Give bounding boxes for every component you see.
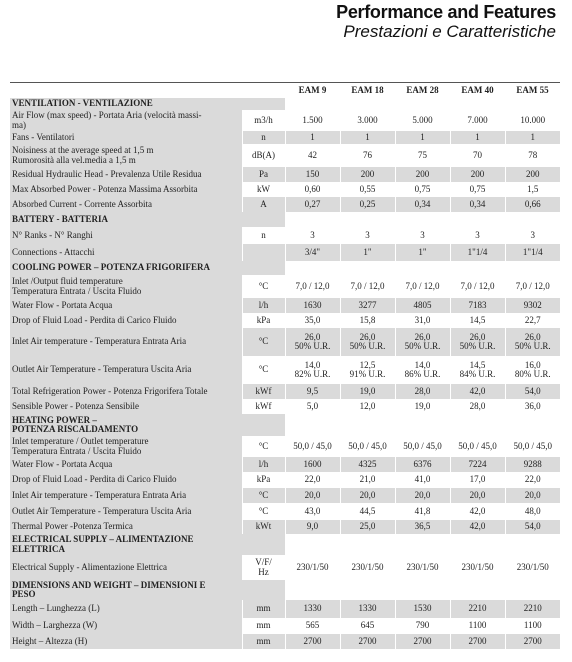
row-unit: dB(A) bbox=[242, 144, 285, 167]
specifications-table bbox=[10, 84, 560, 649]
cell-value: 0,75 bbox=[450, 182, 505, 197]
row-unit: mm bbox=[242, 634, 285, 649]
cell-value: 0,25 bbox=[340, 197, 395, 212]
row-unit: °C bbox=[242, 488, 285, 503]
cell-value: 7,0 / 12,0 bbox=[505, 275, 560, 298]
cell-value: 1100 bbox=[505, 618, 560, 634]
cell-value: 7,0 / 12,0 bbox=[340, 275, 395, 298]
cell-value: 78 bbox=[505, 144, 560, 167]
row-unit: kPa bbox=[242, 313, 285, 328]
cell-value: 54,0 bbox=[505, 520, 560, 534]
cell-value: 7,0 / 12,0 bbox=[285, 275, 340, 298]
section-blank bbox=[285, 261, 560, 275]
cell-value: 3/4" bbox=[285, 244, 340, 261]
cell-value: 15,8 bbox=[340, 313, 395, 328]
table-row bbox=[10, 227, 560, 244]
cell-value: 1" bbox=[340, 244, 395, 261]
table-top-rule bbox=[10, 82, 560, 83]
cell-value: 21,0 bbox=[340, 472, 395, 488]
column-header: EAM 18 bbox=[351, 85, 384, 96]
cell-value: 0,55 bbox=[340, 182, 395, 197]
section-header-row bbox=[10, 261, 560, 275]
cell-value: 3 bbox=[505, 227, 560, 244]
cell-value: 26,0 50% U.R. bbox=[285, 328, 340, 356]
cell-value: 1"1/4 bbox=[505, 244, 560, 261]
row-label: Height – Altezza (H) bbox=[10, 634, 242, 649]
cell-value: 2700 bbox=[340, 634, 395, 649]
cell-value: 200 bbox=[395, 167, 450, 182]
table-row bbox=[10, 634, 560, 649]
cell-value: 7,0 / 12,0 bbox=[450, 275, 505, 298]
column-header: EAM 9 bbox=[298, 85, 327, 96]
table-row bbox=[10, 488, 560, 503]
section-header-row bbox=[10, 580, 560, 600]
section-blank bbox=[285, 534, 560, 555]
table-row bbox=[10, 275, 560, 298]
row-unit: °C bbox=[242, 503, 285, 520]
cell-value: 42,0 bbox=[450, 503, 505, 520]
row-unit: kW bbox=[242, 182, 285, 197]
row-label: Inlet Air temperature - Temperatura Entrata Aria bbox=[10, 328, 242, 356]
cell-value: 26,0 50% U.R. bbox=[505, 328, 560, 356]
section-title: HEATING POWER – POTENZA RISCALDAMENTO bbox=[10, 414, 285, 436]
table-row bbox=[10, 244, 560, 261]
page-title: Performance and Features bbox=[336, 2, 556, 22]
cell-value: 42,0 bbox=[450, 520, 505, 534]
cell-value: 41,0 bbox=[395, 472, 450, 488]
cell-value: 7183 bbox=[450, 298, 505, 313]
row-unit: °C bbox=[242, 275, 285, 298]
row-label: Inlet /Output fluid temperature Temperatura Entrata / Uscita Fluido bbox=[10, 275, 242, 298]
row-label: Max Absorbed Power - Potenza Massima Assorbita bbox=[10, 182, 242, 197]
row-label: Residual Hydraulic Head - Prevalenza Utile Residua bbox=[10, 167, 242, 182]
cell-value: 1.500 bbox=[285, 110, 340, 131]
cell-value: 3 bbox=[450, 227, 505, 244]
row-label: Outlet Air Temperature - Temperatura Uscita Aria bbox=[10, 356, 242, 384]
cell-value: 26,0 50% U.R. bbox=[395, 328, 450, 356]
cell-value: 0,34 bbox=[395, 197, 450, 212]
cell-value: 1330 bbox=[340, 600, 395, 618]
cell-value: 1330 bbox=[285, 600, 340, 618]
cell-value: 1,5 bbox=[505, 182, 560, 197]
cell-value: 1"1/4 bbox=[450, 244, 505, 261]
row-label: Fans - Ventilatori bbox=[10, 131, 242, 144]
cell-value: 3277 bbox=[340, 298, 395, 313]
table-row bbox=[10, 457, 560, 472]
row-unit: mm bbox=[242, 618, 285, 634]
section-title: VENTILATION - VENTILAZIONE bbox=[10, 98, 285, 110]
table-row bbox=[10, 399, 560, 414]
cell-value: 5.000 bbox=[395, 110, 450, 131]
cell-value: 1 bbox=[285, 131, 340, 144]
cell-value: 9288 bbox=[505, 457, 560, 472]
cell-value: 5,0 bbox=[285, 399, 340, 414]
cell-value: 1 bbox=[395, 131, 450, 144]
table-row bbox=[10, 298, 560, 313]
cell-value: 26,0 50% U.R. bbox=[340, 328, 395, 356]
cell-value: 28,0 bbox=[395, 384, 450, 399]
cell-value: 22,7 bbox=[505, 313, 560, 328]
column-header-row bbox=[10, 84, 560, 98]
column-header: EAM 55 bbox=[516, 85, 549, 96]
row-unit: Pa bbox=[242, 167, 285, 182]
cell-value: 14,5 bbox=[450, 313, 505, 328]
cell-value: 3 bbox=[395, 227, 450, 244]
cell-value: 76 bbox=[340, 144, 395, 167]
cell-value: 9,0 bbox=[285, 520, 340, 534]
cell-value: 50,0 / 45,0 bbox=[340, 436, 395, 457]
row-unit: kWf bbox=[242, 399, 285, 414]
table-row bbox=[10, 618, 560, 634]
row-label: Length – Lunghezza (L) bbox=[10, 600, 242, 618]
table-row bbox=[10, 131, 560, 144]
cell-value: 4325 bbox=[340, 457, 395, 472]
row-unit: A bbox=[242, 197, 285, 212]
cell-value: 230/1/50 bbox=[505, 555, 560, 580]
row-unit: l/h bbox=[242, 298, 285, 313]
cell-value: 6376 bbox=[395, 457, 450, 472]
row-label: Outlet Air Temperature - Temperatura Uscita Aria bbox=[10, 503, 242, 520]
cell-value: 22,0 bbox=[285, 472, 340, 488]
row-label: Connections - Attacchi bbox=[10, 244, 242, 261]
cell-value: 230/1/50 bbox=[340, 555, 395, 580]
cell-value: 48,0 bbox=[505, 503, 560, 520]
cell-value: 0,66 bbox=[505, 197, 560, 212]
row-label: Drop of Fluid Load - Perdita di Carico Fluido bbox=[10, 472, 242, 488]
row-unit bbox=[242, 244, 285, 261]
cell-value: 14,5 84% U.R. bbox=[450, 356, 505, 384]
cell-value: 645 bbox=[340, 618, 395, 634]
table-row bbox=[10, 356, 560, 384]
table-row bbox=[10, 182, 560, 197]
cell-value: 200 bbox=[505, 167, 560, 182]
section-header-row bbox=[10, 212, 560, 227]
table-row bbox=[10, 436, 560, 457]
cell-value: 3.000 bbox=[340, 110, 395, 131]
cell-value: 35,0 bbox=[285, 313, 340, 328]
row-unit: n bbox=[242, 131, 285, 144]
section-blank bbox=[285, 580, 560, 600]
cell-value: 44,5 bbox=[340, 503, 395, 520]
cell-value: 26,0 50% U.R. bbox=[450, 328, 505, 356]
cell-value: 12,0 bbox=[340, 399, 395, 414]
cell-value: 70 bbox=[450, 144, 505, 167]
column-header: EAM 40 bbox=[461, 85, 494, 96]
row-unit: m3/h bbox=[242, 110, 285, 131]
cell-value: 0,34 bbox=[450, 197, 505, 212]
cell-value: 75 bbox=[395, 144, 450, 167]
cell-value: 150 bbox=[285, 167, 340, 182]
table-row bbox=[10, 144, 560, 167]
cell-value: 36,5 bbox=[395, 520, 450, 534]
row-label: Inlet Air temperature - Temperatura Entrata Aria bbox=[10, 488, 242, 503]
cell-value: 20,0 bbox=[505, 488, 560, 503]
cell-value: 3 bbox=[340, 227, 395, 244]
cell-value: 50,0 / 45,0 bbox=[450, 436, 505, 457]
row-label: N° Ranks - N° Ranghi bbox=[10, 227, 242, 244]
cell-value: 0,60 bbox=[285, 182, 340, 197]
cell-value: 2700 bbox=[395, 634, 450, 649]
cell-value: 20,0 bbox=[395, 488, 450, 503]
cell-value: 2210 bbox=[505, 600, 560, 618]
cell-value: 2700 bbox=[450, 634, 505, 649]
cell-value: 42,0 bbox=[450, 384, 505, 399]
cell-value: 2700 bbox=[285, 634, 340, 649]
section-header-row bbox=[10, 534, 560, 555]
table-row bbox=[10, 472, 560, 488]
row-label: Drop of Fluid Load - Perdita di Carico Fluido bbox=[10, 313, 242, 328]
cell-value: 28,0 bbox=[450, 399, 505, 414]
cell-value: 790 bbox=[395, 618, 450, 634]
row-unit: mm bbox=[242, 600, 285, 618]
row-label: Thermal Power -Potenza Termica bbox=[10, 520, 242, 534]
row-unit: kWt bbox=[242, 520, 285, 534]
cell-value: 25,0 bbox=[340, 520, 395, 534]
cell-value: 12,5 91% U.R. bbox=[340, 356, 395, 384]
cell-value: 7224 bbox=[450, 457, 505, 472]
header-empty-cell bbox=[10, 84, 242, 98]
cell-value: 10.000 bbox=[505, 110, 560, 131]
row-label: Water Flow - Portata Acqua bbox=[10, 298, 242, 313]
section-title: DIMENSIONS AND WEIGHT – DIMENSIONI E PESO bbox=[10, 580, 285, 600]
row-label: Sensible Power - Potenza Sensibile bbox=[10, 399, 242, 414]
section-header-row bbox=[10, 98, 560, 110]
section-title: COOLING POWER – POTENZA FRIGORIFERA bbox=[10, 261, 285, 275]
section-blank bbox=[285, 414, 560, 436]
cell-value: 1" bbox=[395, 244, 450, 261]
page-header bbox=[336, 2, 556, 42]
section-blank bbox=[285, 98, 560, 110]
table-row bbox=[10, 600, 560, 618]
section-blank bbox=[285, 212, 560, 227]
row-unit: kWf bbox=[242, 384, 285, 399]
header-unit-cell bbox=[242, 84, 285, 98]
cell-value: 22,0 bbox=[505, 472, 560, 488]
cell-value: 50,0 / 45,0 bbox=[505, 436, 560, 457]
table-row bbox=[10, 110, 560, 131]
row-unit: °C bbox=[242, 436, 285, 457]
cell-value: 16,0 80% U.R. bbox=[505, 356, 560, 384]
section-header-row bbox=[10, 414, 560, 436]
cell-value: 50,0 / 45,0 bbox=[395, 436, 450, 457]
row-label: Width – Larghezza (W) bbox=[10, 618, 242, 634]
row-unit: kPa bbox=[242, 472, 285, 488]
cell-value: 9,5 bbox=[285, 384, 340, 399]
cell-value: 2210 bbox=[450, 600, 505, 618]
row-unit: V/F/ Hz bbox=[242, 555, 285, 580]
cell-value: 43,0 bbox=[285, 503, 340, 520]
column-header: EAM 28 bbox=[406, 85, 439, 96]
cell-value: 41,8 bbox=[395, 503, 450, 520]
cell-value: 19,0 bbox=[340, 384, 395, 399]
cell-value: 20,0 bbox=[450, 488, 505, 503]
cell-value: 1630 bbox=[285, 298, 340, 313]
cell-value: 50,0 / 45,0 bbox=[285, 436, 340, 457]
row-unit: n bbox=[242, 227, 285, 244]
row-label: Air Flow (max speed) - Portata Aria (velocità massi- ma) bbox=[10, 110, 242, 131]
table-row bbox=[10, 555, 560, 580]
cell-value: 7.000 bbox=[450, 110, 505, 131]
row-unit: °C bbox=[242, 328, 285, 356]
cell-value: 565 bbox=[285, 618, 340, 634]
row-unit: °C bbox=[242, 356, 285, 384]
table-row bbox=[10, 520, 560, 534]
row-label: Total Refrigeration Power - Potenza Frigorifera Totale bbox=[10, 384, 242, 399]
cell-value: 3 bbox=[285, 227, 340, 244]
cell-value: 2700 bbox=[505, 634, 560, 649]
cell-value: 230/1/50 bbox=[450, 555, 505, 580]
cell-value: 4805 bbox=[395, 298, 450, 313]
cell-value: 230/1/50 bbox=[285, 555, 340, 580]
cell-value: 200 bbox=[450, 167, 505, 182]
row-label: Noisiness at the average speed at 1,5 m Rumorosità alla vel.media a 1,5 m bbox=[10, 144, 242, 167]
cell-value: 1530 bbox=[395, 600, 450, 618]
cell-value: 54,0 bbox=[505, 384, 560, 399]
cell-value: 17,0 bbox=[450, 472, 505, 488]
cell-value: 1 bbox=[340, 131, 395, 144]
table-row bbox=[10, 503, 560, 520]
cell-value: 1600 bbox=[285, 457, 340, 472]
cell-value: 19,0 bbox=[395, 399, 450, 414]
row-label: Inlet temperature / Outlet temperature Temperatura Entrata / Uscita Fluido bbox=[10, 436, 242, 457]
row-unit: l/h bbox=[242, 457, 285, 472]
cell-value: 36,0 bbox=[505, 399, 560, 414]
page-subtitle: Prestazioni e Caratteristiche bbox=[343, 22, 556, 41]
cell-value: 31,0 bbox=[395, 313, 450, 328]
cell-value: 42 bbox=[285, 144, 340, 167]
cell-value: 14,0 86% U.R. bbox=[395, 356, 450, 384]
cell-value: 0,27 bbox=[285, 197, 340, 212]
table-row bbox=[10, 197, 560, 212]
cell-value: 14,0 82% U.R. bbox=[285, 356, 340, 384]
cell-value: 20,0 bbox=[340, 488, 395, 503]
table-row bbox=[10, 167, 560, 182]
table-row bbox=[10, 384, 560, 399]
section-title: ELECTRICAL SUPPLY – ALIMENTAZIONE ELETTRICA bbox=[10, 534, 285, 555]
table-row bbox=[10, 328, 560, 356]
row-label: Electrical Supply - Alimentazione Elettrica bbox=[10, 555, 242, 580]
row-label: Water Flow - Portata Acqua bbox=[10, 457, 242, 472]
cell-value: 0,75 bbox=[395, 182, 450, 197]
cell-value: 9302 bbox=[505, 298, 560, 313]
cell-value: 200 bbox=[340, 167, 395, 182]
row-label: Absorbed Current - Corrente Assorbita bbox=[10, 197, 242, 212]
cell-value: 20,0 bbox=[285, 488, 340, 503]
cell-value: 7,0 / 12,0 bbox=[395, 275, 450, 298]
section-title: BATTERY - BATTERIA bbox=[10, 212, 285, 227]
cell-value: 230/1/50 bbox=[395, 555, 450, 580]
cell-value: 1100 bbox=[450, 618, 505, 634]
cell-value: 1 bbox=[505, 131, 560, 144]
table-row bbox=[10, 313, 560, 328]
cell-value: 1 bbox=[450, 131, 505, 144]
